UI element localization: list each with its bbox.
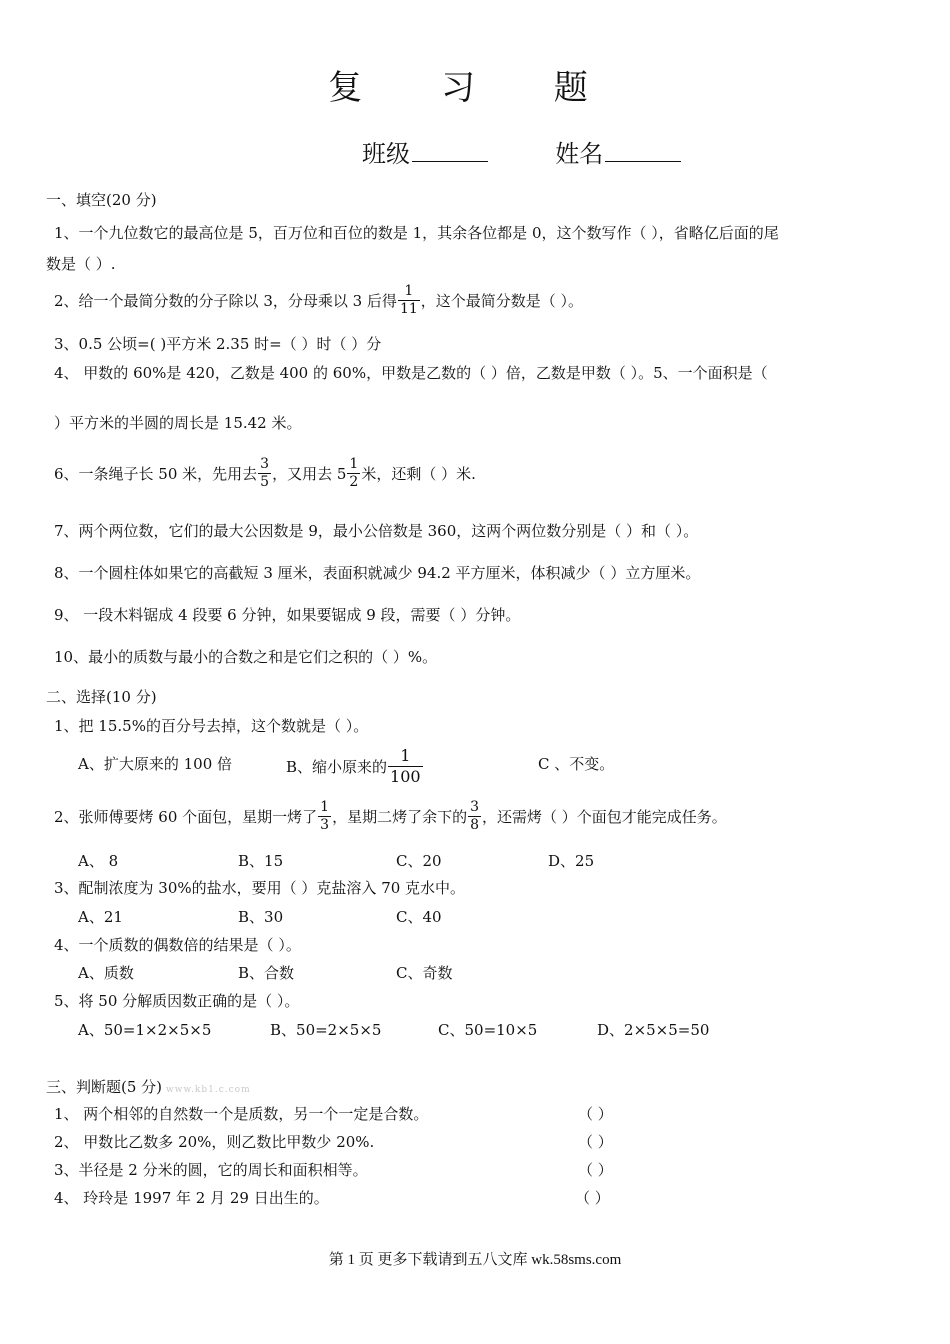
fraction: $\frac{1}{3}$ bbox=[320, 799, 330, 833]
fraction: $\frac{1}{100}$ bbox=[390, 746, 421, 786]
watermark: www.kb1.c.com bbox=[166, 1085, 251, 1095]
s2-q1-option-a: A、扩大原来的 100 倍 bbox=[78, 755, 232, 773]
s2-q3-option-b: B、30 bbox=[238, 908, 284, 926]
s3-item-3: 3、半径是 2 分米的圆，它的周长和面积相等。 bbox=[54, 1161, 368, 1179]
s2-q4-option-b: B、合数 bbox=[238, 964, 295, 982]
s2-q1-option-b: B、缩小原来的 $\frac{1}{100}$ bbox=[286, 746, 421, 786]
s1-question-4: 4、 甲数的 60%是 420，乙数是 400 的 60%，甲数是乙数的（ ）倍，乙数是甲数（ ）。5、一个面积是（ bbox=[54, 364, 768, 382]
s2-q5-option-a: A、50=1×2×5×5 bbox=[78, 1021, 212, 1039]
page-title: 复 习 题 bbox=[328, 68, 622, 108]
s1-question-5-cont: ）平方米的半圆的周长是 15.42 米。 bbox=[54, 414, 302, 432]
name-blank bbox=[605, 139, 681, 162]
s3-item-1-bracket: （ ） bbox=[578, 1105, 613, 1123]
section-3-heading: 三、判断题(5 分) www.kb1.c.com bbox=[46, 1078, 251, 1096]
s1-question-2: 2、给一个最简分数的分子除以 3，分母乘以 3 后得 $\frac{1}{11}$ ，这个最简分数是（ ）。 bbox=[54, 283, 584, 317]
s1-question-9: 9、 一段木料锯成 4 段要 6 分钟，如果要锯成 9 段，需要（ ）分钟。 bbox=[54, 606, 521, 624]
s1-question-8: 8、一个圆柱体如果它的高截短 3 厘米，表面积就减少 94.2 平方厘米，体积减少（ ）立方厘米。 bbox=[54, 564, 701, 582]
fraction: $\frac{3}{8}$ bbox=[470, 799, 480, 833]
s2-question-1: 1、把 15.5%的百分号去掉，这个数就是（ ）。 bbox=[54, 717, 369, 735]
s3-item-1: 1、 两个相邻的自然数一个是质数，另一个一定是合数。 bbox=[54, 1105, 429, 1123]
s1-question-6: 6、一条绳子长 50 米，先用去 $\frac{3}{5}$ ，又用去 5 $\frac{1}{2}$ 米，还剩（ ）米. bbox=[54, 456, 476, 490]
student-info bbox=[362, 134, 681, 169]
s1-question-10: 10、最小的质数与最小的合数之和是它们之积的（ ）%。 bbox=[54, 648, 438, 666]
s1-question-3: 3、0.5 公顷=( )平方米 2.35 时=（ ）时（ ）分 bbox=[54, 335, 382, 353]
s2-q3-option-c: C、40 bbox=[396, 908, 442, 926]
s1-question-7: 7、两个两位数，它们的最大公因数是 9，最小公倍数是 360，这两个两位数分别是（ ）和（ ）。 bbox=[54, 522, 699, 540]
s2-q2-option-c: C、20 bbox=[396, 852, 442, 870]
s1-question-1: 1、一个九位数它的最高位是 5，百万位和百位的数是 1，其余各位都是 0，这个数写作（ ），省略亿后面的尾 bbox=[54, 224, 779, 242]
s2-q4-option-a: A、质数 bbox=[78, 964, 134, 982]
s2-question-5: 5、将 50 分解质因数正确的是（ ）。 bbox=[54, 992, 300, 1010]
s2-q5-option-d: D、2×5×5=50 bbox=[597, 1021, 710, 1039]
class-label: 班级 bbox=[362, 140, 410, 168]
fraction: $\frac{1}{11}$ bbox=[399, 283, 418, 317]
s2-q5-option-b: B、50=2×5×5 bbox=[270, 1021, 382, 1039]
fraction: $\frac{3}{5}$ bbox=[260, 456, 270, 490]
page-footer: 第 1 页 更多下载请到五八文库 wk.58sms.com bbox=[328, 1252, 622, 1268]
fraction: $\frac{1}{2}$ bbox=[349, 456, 359, 490]
s2-q1-option-c: C 、不变。 bbox=[538, 755, 615, 773]
s3-item-2: 2、 甲数比乙数多 20%，则乙数比甲数少 20%. bbox=[54, 1133, 375, 1151]
s2-q3-option-a: A、21 bbox=[78, 908, 123, 926]
s3-item-4-bracket: （ ） bbox=[575, 1189, 610, 1207]
s2-question-4: 4、一个质数的偶数倍的结果是（ ）。 bbox=[54, 936, 301, 954]
s3-item-4: 4、 玲玲是 1997 年 2 月 29 日出生的。 bbox=[54, 1189, 329, 1207]
s2-question-2: 2、张师傅要烤 60 个面包，星期一烤了 $\frac{1}{3}$ ，星期二烤了余下的 $\frac{3}{8}$ ，还需烤（ ）个面包才能完成任务。 bbox=[54, 799, 727, 833]
s3-item-2-bracket: （ ） bbox=[578, 1133, 613, 1151]
s3-item-3-bracket: （ ） bbox=[578, 1161, 613, 1179]
s1-question-1-cont: 数是（ ）. bbox=[46, 255, 116, 273]
s2-q2-option-a: A、 8 bbox=[78, 852, 119, 870]
s2-question-3: 3、配制浓度为 30%的盐水，要用（ ）克盐溶入 70 克水中。 bbox=[54, 879, 466, 897]
s2-q2-option-d: D、25 bbox=[548, 852, 595, 870]
class-blank bbox=[412, 139, 488, 162]
section-1-heading: 一、填空(20 分) bbox=[46, 191, 157, 209]
section-2-heading: 二、选择(10 分) bbox=[46, 688, 157, 706]
name-label: 姓名 bbox=[555, 140, 604, 168]
s2-q5-option-c: C、50=10×5 bbox=[438, 1021, 538, 1039]
s2-q4-option-c: C、奇数 bbox=[396, 964, 453, 982]
s2-q2-option-b: B、15 bbox=[238, 852, 284, 870]
